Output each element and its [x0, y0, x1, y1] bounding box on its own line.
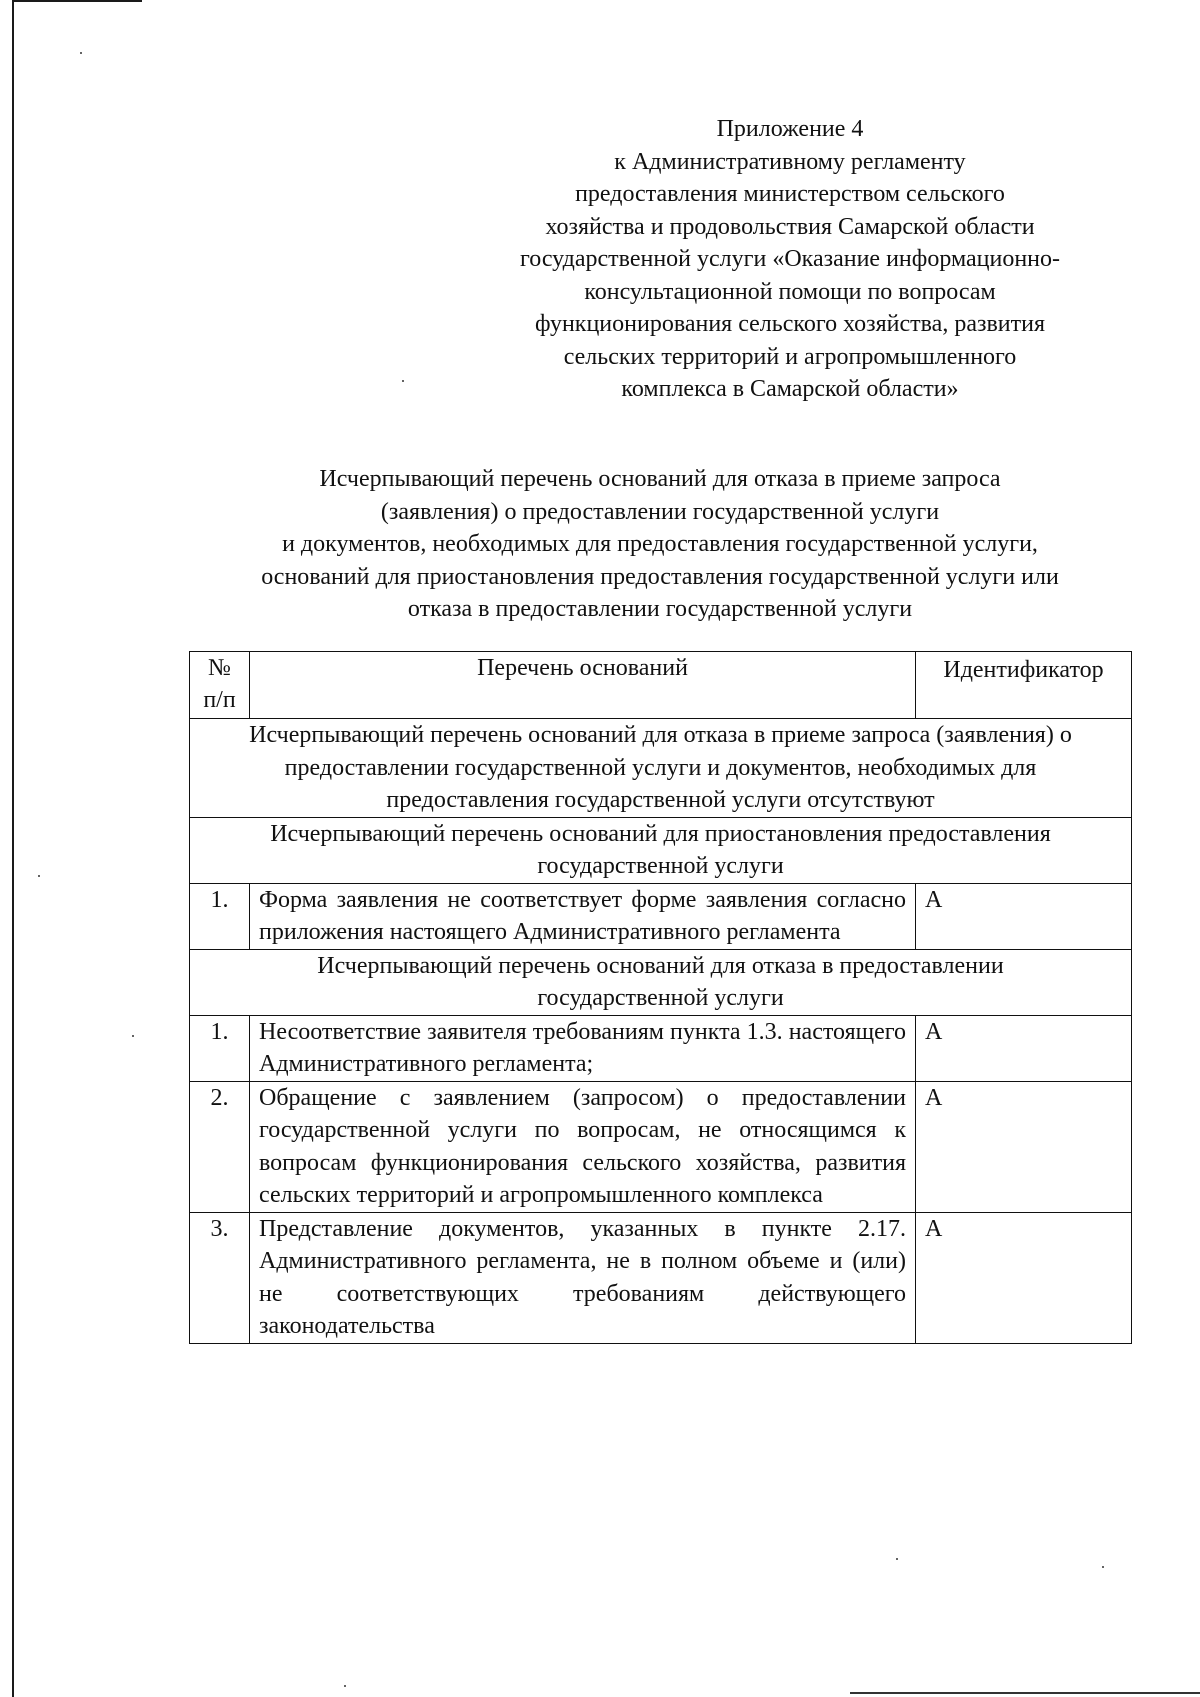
heading-line: оснований для приостановления предоставления государственной услуги или	[261, 563, 1059, 590]
row-number: 1.	[190, 883, 250, 949]
row-identifier: А	[916, 1212, 1132, 1343]
appendix-line: функционирования сельского хозяйства, развития	[534, 311, 1046, 337]
appendix-note	[470, 113, 1110, 406]
row-number: 2.	[190, 1081, 250, 1212]
scan-speck	[344, 1685, 346, 1687]
section-title: Исчерпывающий перечень оснований для отказа в предоставлении государственной услуги	[190, 949, 1132, 1015]
row-number: 3.	[190, 1212, 250, 1343]
row-text: Несоответствие заявителя требованиям пункта 1.3. настоящего Административного регламента;	[250, 1015, 916, 1081]
scan-border-bottom	[850, 1692, 1200, 1694]
heading-line: и документов, необходимых для предоставления государственной услуги,	[282, 531, 1038, 557]
section-row	[190, 719, 1132, 818]
table-header-row	[190, 652, 1132, 719]
row-number: 1.	[190, 1015, 250, 1081]
row-identifier: А	[916, 1081, 1132, 1212]
scan-speck	[896, 1558, 898, 1560]
row-identifier: А	[916, 883, 1132, 949]
heading-line: (заявления) о предоставлении государственной услуги	[380, 498, 940, 525]
row-text: Обращение с заявлением (запросом) о предоставлении государственной услуги по вопросам, не относящимся к вопросам функционирования сельского хозяйства, развития сельских территорий и агропромышленного комплекса	[250, 1081, 916, 1212]
header-number-abbr: п/п	[203, 687, 236, 713]
appendix-line: предоставления министерством сельского	[575, 181, 1005, 207]
table-row	[190, 883, 1132, 949]
scan-speck	[402, 380, 404, 382]
appendix-line: государственной услуги «Оказание информационно-	[519, 246, 1061, 272]
scan-speck	[1102, 1566, 1104, 1568]
scan-speck	[38, 875, 40, 877]
section-title: Исчерпывающий перечень оснований для отказа в приеме запроса (заявления) о предоставлении государственной услуги и документов, необходимых для предоставления государственной услуги отсутствуют	[190, 719, 1132, 818]
row-text: Представление документов, указанных в пункте 2.17. Административного регламента, не в полном объеме и (или) не соответствующих требованиям действующего законодательства	[250, 1212, 916, 1343]
header-number-symbol: №	[208, 655, 231, 681]
heading-line: Исчерпывающий перечень оснований для отказа в приеме запроса	[319, 466, 1001, 492]
scan-border-left	[12, 0, 14, 1697]
header-grounds: Перечень оснований	[250, 652, 916, 719]
scan-border-top	[12, 0, 142, 2]
table-row	[190, 1081, 1132, 1212]
section-row	[190, 949, 1132, 1015]
appendix-line: консультационной помощи по вопросам	[584, 278, 996, 305]
section-title: Исчерпывающий перечень оснований для приостановления предоставления государственной услуги	[190, 817, 1132, 883]
row-identifier: А	[916, 1015, 1132, 1081]
header-identifier: Идентификатор	[916, 652, 1132, 719]
section-row	[190, 817, 1132, 883]
heading-line: отказа в предоставлении государственной услуги	[407, 596, 913, 622]
scan-speck	[132, 1035, 134, 1037]
appendix-line: сельских территорий и агропромышленного	[563, 343, 1017, 370]
scan-speck	[80, 52, 82, 54]
appendix-line: комплекса в Самарской области»	[621, 376, 959, 402]
appendix-line: хозяйства и продовольствия Самарской области	[545, 213, 1035, 240]
row-text: Форма заявления не соответствует форме заявления согласно приложения настоящего Административного регламента	[250, 883, 916, 949]
document-heading	[150, 463, 1170, 626]
appendix-line: к Административному регламенту	[614, 148, 966, 175]
appendix-line: Приложение 4	[716, 116, 864, 142]
table-row	[190, 1015, 1132, 1081]
grounds-table	[189, 651, 1132, 1344]
table-row	[190, 1212, 1132, 1343]
header-number	[190, 652, 250, 719]
